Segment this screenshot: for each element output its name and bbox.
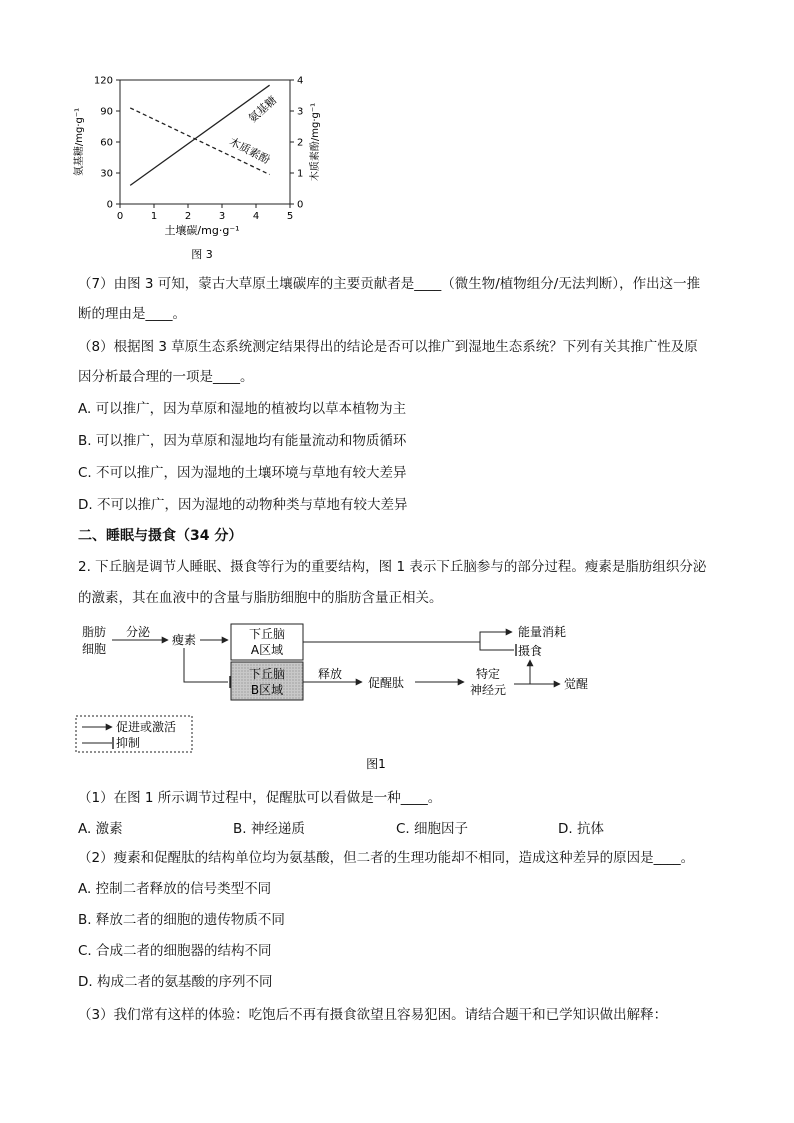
q2-2-option-d: D. 构成二者的氨基酸的序列不同 <box>78 974 273 990</box>
y-right-tick-label-1: 1 <box>297 168 304 180</box>
option-a: A. 可以推广，因为草原和湿地的植被均以草本植物为主 <box>78 401 407 417</box>
hypothalamus-b-label-2: B区域 <box>250 683 284 697</box>
feeding-label: 摄食 <box>518 644 543 658</box>
q2-1-option-c: C. 细胞因子 <box>396 821 469 837</box>
q2-1-option-a: A. 激素 <box>78 821 123 837</box>
figure-3-chart <box>60 68 340 268</box>
leptin-label: 瘦素 <box>172 633 197 647</box>
question-2-3-stem: （3）我们常有这样的体验：吃饱后不再有摄食欲望且容易犯困。请结合题干和已学知识做出解释： <box>78 1007 668 1023</box>
fat-cell-label-2: 细胞 <box>82 642 107 656</box>
right-y-axis-label: 木质素酚/mg·g⁻¹ <box>310 102 321 182</box>
legend-inhibit-label: 抑制 <box>116 736 141 750</box>
question-8-line-2: 因分析最合理的一项是____。 <box>78 369 254 385</box>
leptin-inhibit-b-line <box>184 648 228 682</box>
option-b: B. 可以推广，因为草原和湿地均有能量流动和物质循环 <box>78 433 407 449</box>
question-2-line-2: 的激素，其在血液中的含量与脂肪细胞中的脂肪含量正相关。 <box>78 590 443 606</box>
y-right-tick-label-2: 2 <box>297 137 304 149</box>
x-tick-label-4: 4 <box>252 211 260 222</box>
left-y-axis-label: 氨基糖/mg·g⁻¹ <box>74 107 85 177</box>
energy-arrow <box>480 632 512 642</box>
question-8-line-1: （8）根据图 3 草原生态系统测定结果得出的结论是否可以推广到湿地生态系统？下列有关其推广性及原 <box>78 339 698 355</box>
fat-cell-label-1: 脂肪 <box>82 625 107 639</box>
awake-label: 觉醒 <box>564 677 589 691</box>
x-tick-label-5: 5 <box>286 211 294 222</box>
question-2-1-stem: （1）在图 1 所示调节过程中，促醒肽可以看做是一种____。 <box>78 790 442 806</box>
question-2-2-stem: （2）瘦素和促醒肽的结构单位均为氨基酸，但二者的生理功能却不相同，造成这种差异的原因是____。 <box>78 850 695 866</box>
legend-promote-label: 促进或激活 <box>116 720 177 734</box>
question-2-stem <box>78 555 718 610</box>
option-c: C. 不可以推广，因为湿地的土壤环境与草地有较大差异 <box>78 465 407 481</box>
x-tick-label-1: 1 <box>150 211 158 222</box>
line1-label: 氨基糖 <box>246 93 280 126</box>
q2-2-option-a: A. 控制二者释放的信号类型不同 <box>78 881 272 897</box>
neuron-label-1: 特定 <box>475 667 501 681</box>
y-left-tick-label-4: 120 <box>93 75 113 87</box>
option-d: D. 不可以推广，因为湿地的动物种类与草地有较大差异 <box>78 497 408 513</box>
series-line-0 <box>130 85 269 185</box>
question-2-line-1: 2. 下丘脑是调节人睡眠、摄食等行为的重要结构，图 1 表示下丘脑参与的部分过程。瘦素是脂肪组织分泌 <box>78 559 707 575</box>
figure-1-diagram <box>70 616 630 776</box>
q2-2-option-c: C. 合成二者的细胞器的结构不同 <box>78 943 272 959</box>
x-axis-label: 土壤碳/mg·g⁻¹ <box>164 224 240 237</box>
figure-3-caption: 图 3 <box>191 248 213 261</box>
question-2-2 <box>78 846 718 994</box>
hypothalamus-b-label-1: 下丘脑 <box>248 667 286 681</box>
figure-1-caption: 图1 <box>366 757 386 771</box>
release-label: 释放 <box>318 667 343 681</box>
hypothalamus-a-label-1: 下丘脑 <box>248 627 286 641</box>
q2-2-option-b: B. 释放二者的细胞的遗传物质不同 <box>78 912 285 928</box>
x-tick-label-2: 2 <box>184 211 192 222</box>
question-8 <box>78 335 718 517</box>
y-left-tick-label-1: 30 <box>100 168 113 180</box>
feeding-inhibit-line <box>480 642 514 650</box>
y-left-tick-label-2: 60 <box>100 137 113 149</box>
x-tick-label-3: 3 <box>218 211 226 222</box>
x-tick-label-0: 0 <box>116 211 124 222</box>
q2-1-option-d: D. 抗体 <box>558 821 604 837</box>
energy-label: 能量消耗 <box>518 625 567 639</box>
secrete-label: 分泌 <box>126 625 151 639</box>
neuron-label-2: 神经元 <box>469 683 507 697</box>
y-right-tick-label-3: 3 <box>297 106 304 118</box>
line2-label: 木质素酚 <box>227 135 273 167</box>
section-title: 二、睡眠与摄食（34 分） <box>78 528 243 544</box>
question-7 <box>78 272 718 326</box>
question-7-line-1: （7）由图 3 可知，蒙古大草原土壤碳库的主要贡献者是____（微生物/植物组分/无法判断），作出这一推 <box>78 276 701 292</box>
q2-1-option-b: B. 神经递质 <box>233 821 305 837</box>
y-left-tick-label-3: 90 <box>100 106 113 118</box>
question-7-line-2: 断的理由是____。 <box>78 306 186 322</box>
y-right-tick-label-0: 0 <box>297 199 304 211</box>
orexin-label: 促醒肽 <box>368 676 405 690</box>
y-left-tick-label-0: 0 <box>106 199 113 211</box>
y-right-tick-label-4: 4 <box>297 75 304 87</box>
hypothalamus-a-label-2: A区域 <box>250 643 284 657</box>
